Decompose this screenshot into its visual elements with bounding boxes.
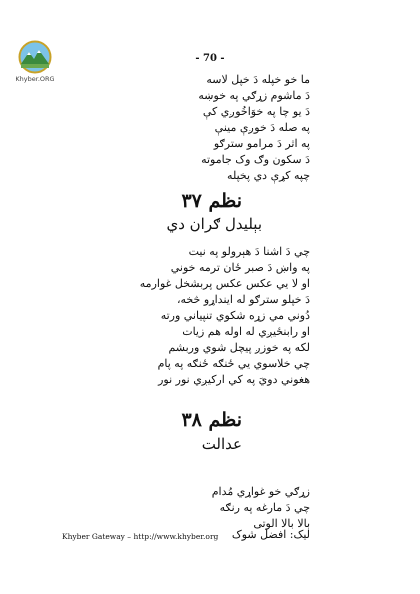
poem-stanza-3	[212, 484, 310, 532]
poem-line: بالا بالا الوتی	[253, 517, 310, 530]
poem-line: چي خلاسوي يي ځنګه ځنګه په پام	[157, 357, 310, 370]
logo-text: Khyber.ORG	[15, 75, 55, 83]
poem-line: دَ خپلو سترګو له اينداړو څخه،	[176, 293, 310, 306]
poem-line: چپه کړې دي پخپله	[227, 169, 310, 182]
poem-line: لکه په خوزږ پيچل شوي وربشم	[168, 341, 310, 354]
poem-38-number: نظم ۳۸	[181, 409, 242, 431]
poem-stanza-1	[198, 72, 310, 184]
poem-38-title: عدالت	[201, 435, 242, 453]
poem-line: هغوني دويَ په کي اركيږي نور نور	[158, 373, 310, 386]
poem-line: چي دَ اشنا دَ هېرولو په نيت	[188, 245, 310, 258]
poem-line: په واښ دَ صبر ځان ترمه خوني	[170, 261, 310, 274]
poem-line: او لا يي عکس عکس پربشخل غوارمه	[139, 277, 310, 290]
footer-site-link[interactable]: Khyber Gateway – http://www.khyber.org	[62, 532, 219, 541]
poem-line: دَ سکون وګ وک جاموته	[201, 153, 310, 166]
poem-line: دَ ماشوم زړګي په خوښه	[198, 89, 310, 102]
poem-line: دَ يو چا په خوَاخُوږي کې	[202, 105, 310, 118]
poem-line: په صله دَ خوږې مينې	[214, 121, 310, 134]
poem-37-title: بېليدل ګران دي	[166, 215, 262, 233]
poem-line: ما خو خپله دَ خپل لاسه	[206, 73, 310, 86]
poem-line: په اثر دَ مرامو سترګو	[213, 137, 310, 150]
page-number: - 70 -	[195, 53, 225, 64]
poem-line: چي دَ مارغه په رنګه	[219, 501, 310, 514]
poem-line: زړګي خو غواړي مُدام	[211, 485, 310, 498]
footer-author: ليک: افضل شوک	[231, 528, 310, 541]
poem-stanza-2	[140, 244, 310, 388]
poem-line: دُوني مي زړه شکوي تنپياني ورته	[160, 309, 310, 322]
poem-line: او رابنځيږي له اوله هم زيات	[182, 325, 310, 338]
poem-37-number: نظم ۳۷	[181, 190, 242, 212]
